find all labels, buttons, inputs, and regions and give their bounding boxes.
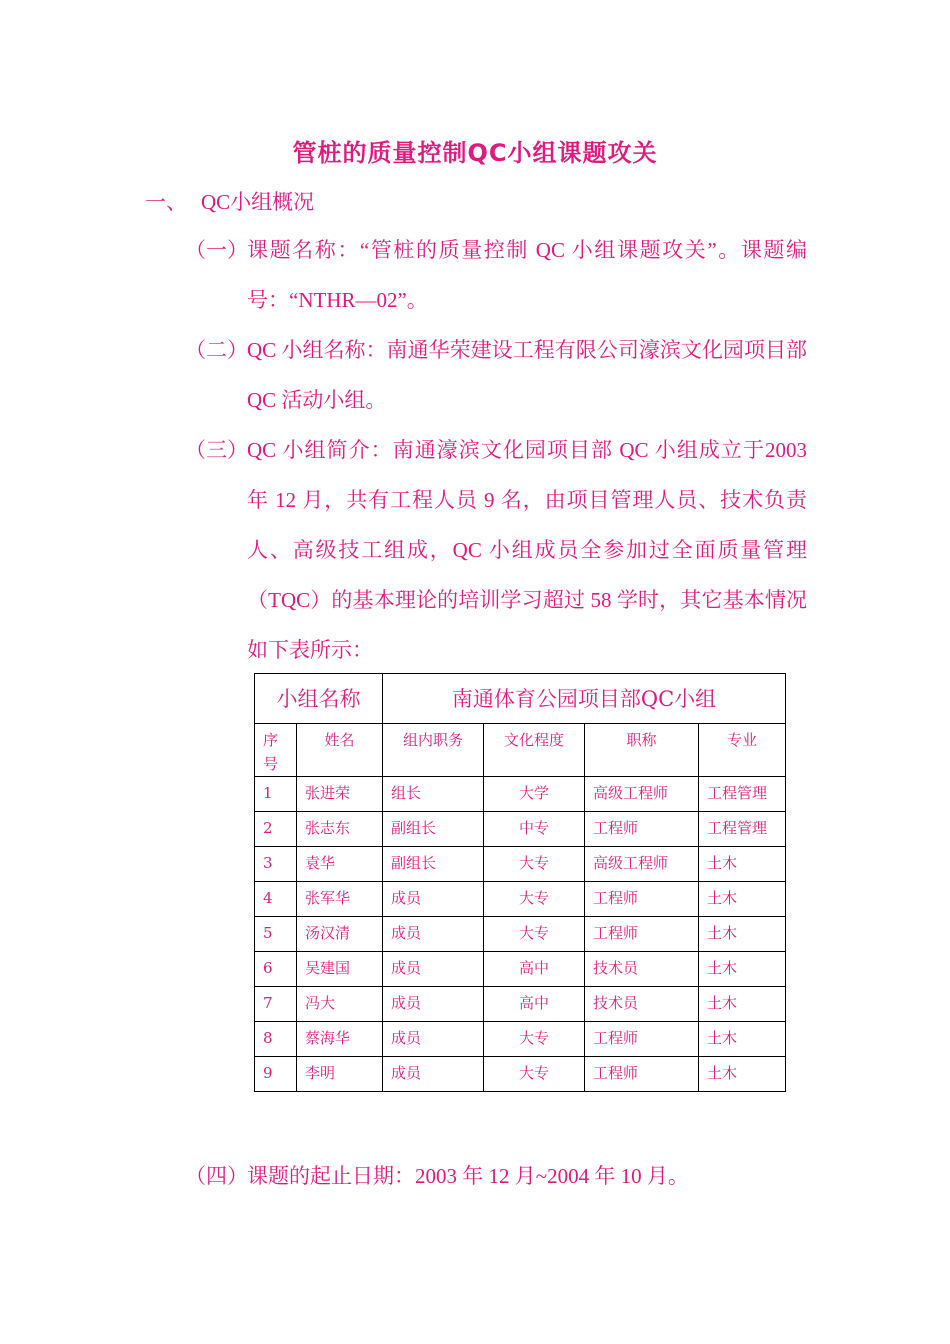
column-header: 专业: [699, 724, 786, 777]
table-row: [255, 952, 786, 987]
table-cell: 2: [255, 812, 297, 847]
table-cell: 大专: [484, 1057, 585, 1092]
table-cell: 高中: [484, 987, 585, 1022]
table-cell: 张军华: [297, 882, 383, 917]
table-cell: 组长: [383, 777, 484, 812]
column-header-row: [255, 724, 786, 777]
table-row: [255, 987, 786, 1022]
table-row: [255, 1057, 786, 1092]
item-text: 课题名称：“管桩的质量控制 QC 小组课题攻关”。课题编号：“NTHR—02”。: [247, 238, 807, 312]
table-cell: 中专: [484, 812, 585, 847]
table-cell: 土木: [699, 847, 786, 882]
table-cell: 工程管理: [699, 777, 786, 812]
table-cell: 8: [255, 1022, 297, 1057]
table-cell: 工程师: [585, 812, 699, 847]
table-cell: 高中: [484, 952, 585, 987]
section-number: 一、: [145, 190, 187, 214]
table-cell: 土木: [699, 1022, 786, 1057]
table-cell: 成员: [383, 1022, 484, 1057]
table-row: [255, 1022, 786, 1057]
table-cell: 成员: [383, 917, 484, 952]
table-cell: 大专: [484, 847, 585, 882]
table-cell: 工程师: [585, 1022, 699, 1057]
column-header-text: 序号: [263, 731, 279, 773]
group-name-value: 南通体育公园项目部QC小组: [383, 674, 786, 724]
group-name-row: [255, 674, 786, 724]
column-header: 姓名: [297, 724, 383, 777]
document-title: 管桩的质量控制QC小组课题攻关: [292, 139, 658, 167]
item-dates: [185, 1151, 807, 1201]
item-topic-name: [185, 225, 807, 325]
table-row: [255, 917, 786, 952]
table-cell: 土木: [699, 917, 786, 952]
group-name-label: 小组名称: [255, 674, 383, 724]
table-cell: 1: [255, 777, 297, 812]
item-label: （四）: [185, 1164, 248, 1188]
table-cell: 3: [255, 847, 297, 882]
table-cell: 工程师: [585, 1057, 699, 1092]
item-text: 课题的起止日期：2003 年 12 月~2004 年 10 月。: [247, 1164, 689, 1188]
table-cell: 成员: [383, 952, 484, 987]
table-cell: 大专: [484, 1022, 585, 1057]
item-group-intro: [185, 425, 807, 675]
table-cell: 土木: [699, 987, 786, 1022]
table-row: [255, 812, 786, 847]
column-header: [255, 724, 297, 777]
table-cell: 成员: [383, 882, 484, 917]
table-cell: 张进荣: [297, 777, 383, 812]
section-heading: [145, 186, 314, 216]
section-title: QC小组概况: [201, 190, 315, 214]
table-cell: 成员: [383, 1057, 484, 1092]
item-label: （二）: [185, 338, 248, 362]
item-text: QC 小组名称：南通华荣建设工程有限公司濠滨文化园项目部 QC 活动小组。: [247, 338, 807, 412]
item-group-name: [185, 325, 807, 425]
table-cell: 9: [255, 1057, 297, 1092]
table-cell: 吴建国: [297, 952, 383, 987]
table-cell: 张志东: [297, 812, 383, 847]
table-row: [255, 777, 786, 812]
table-cell: 工程师: [585, 882, 699, 917]
table-cell: 副组长: [383, 847, 484, 882]
table-cell: 5: [255, 917, 297, 952]
item-text: QC 小组简介：南通濠滨文化园项目部 QC 小组成立于2003 年 12 月，共有工程人员 9 名，由项目管理人员、技术负责人、高级技工组成，QC 小组成员全参加过全面质量管理（TQC）的基本理论的培训学习超过 58 学时，其它基本情况如下表所示：: [247, 438, 807, 662]
table-cell: 高级工程师: [585, 847, 699, 882]
table-cell: 蔡海华: [297, 1022, 383, 1057]
table-cell: 技术员: [585, 952, 699, 987]
table-cell: 7: [255, 987, 297, 1022]
item-label: （一）: [185, 238, 248, 262]
table-cell: 冯大: [297, 987, 383, 1022]
table-row: [255, 847, 786, 882]
table-cell: 高级工程师: [585, 777, 699, 812]
column-header: 组内职务: [383, 724, 484, 777]
table-row: [255, 882, 786, 917]
table-cell: 袁华: [297, 847, 383, 882]
column-header: 文化程度: [484, 724, 585, 777]
column-header: 职称: [585, 724, 699, 777]
table-cell: 大专: [484, 917, 585, 952]
member-rows: [255, 777, 786, 1092]
table-cell: 成员: [383, 987, 484, 1022]
table-cell: 土木: [699, 1057, 786, 1092]
table-cell: 李明: [297, 1057, 383, 1092]
table-cell: 大专: [484, 882, 585, 917]
table-cell: 大学: [484, 777, 585, 812]
table-cell: 技术员: [585, 987, 699, 1022]
item-label: （三）: [185, 438, 248, 462]
table-cell: 汤汉清: [297, 917, 383, 952]
table-cell: 土木: [699, 882, 786, 917]
table-cell: 副组长: [383, 812, 484, 847]
table-cell: 工程师: [585, 917, 699, 952]
table-cell: 工程管理: [699, 812, 786, 847]
table-cell: 4: [255, 882, 297, 917]
table-cell: 土木: [699, 952, 786, 987]
member-table: [254, 673, 786, 1092]
table-cell: 6: [255, 952, 297, 987]
